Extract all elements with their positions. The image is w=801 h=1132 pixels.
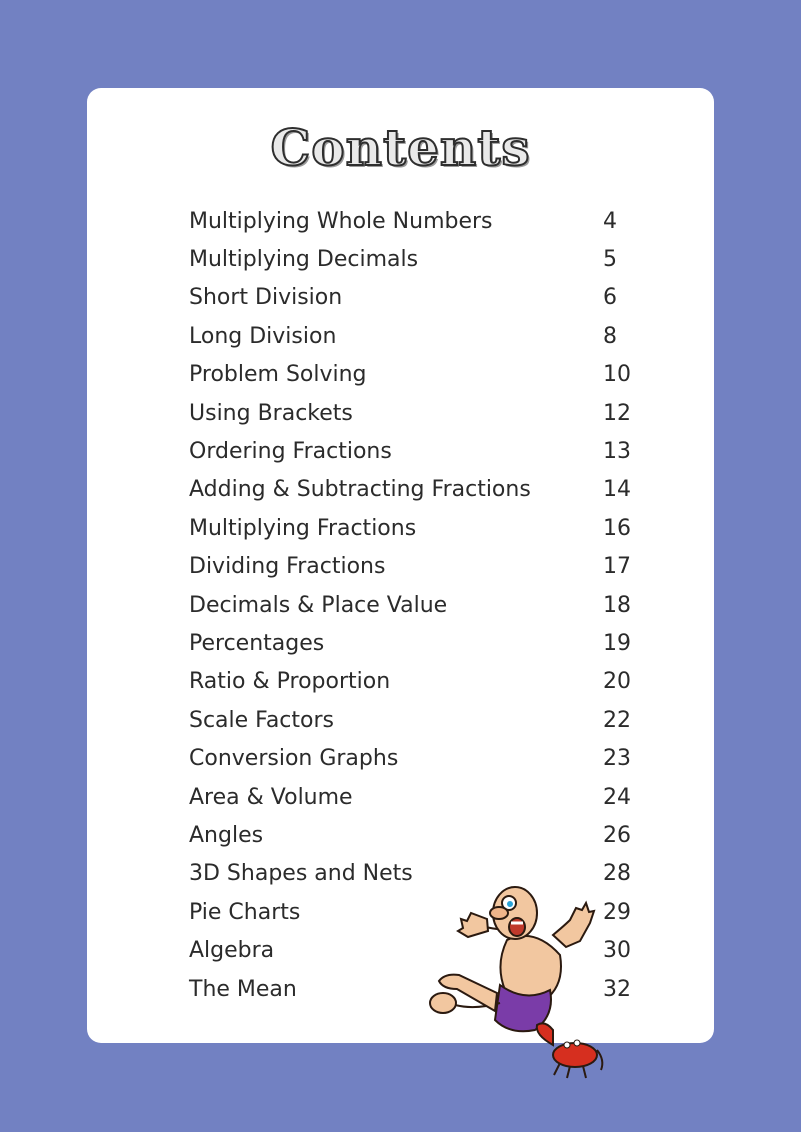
contents-item-page: 24 xyxy=(603,784,631,810)
contents-item-label: Scale Factors xyxy=(189,707,334,733)
contents-item-label: Using Brackets xyxy=(189,400,353,426)
contents-item-page: 19 xyxy=(603,630,631,656)
contents-item xyxy=(189,778,633,816)
cartoon-man-crab-illustration xyxy=(425,885,610,1080)
contents-item-page: 12 xyxy=(603,400,631,426)
contents-item-page: 23 xyxy=(603,746,631,772)
contents-item xyxy=(189,701,633,739)
contents-item-label: Ordering Fractions xyxy=(189,439,392,465)
contents-item-page: 17 xyxy=(603,554,631,580)
contents-item-label: Conversion Graphs xyxy=(189,746,399,772)
contents-item-page: 10 xyxy=(603,362,631,388)
contents-item-label: Dividing Fractions xyxy=(189,554,386,580)
contents-item-label: Decimals & Place Value xyxy=(189,592,448,618)
contents-item-page: 16 xyxy=(603,515,631,541)
contents-item-label: Percentages xyxy=(189,630,325,656)
contents-item xyxy=(189,663,633,701)
contents-item xyxy=(189,624,633,662)
contents-item-label: Algebra xyxy=(189,938,275,964)
contents-item-page: 20 xyxy=(603,669,631,695)
contents-item-page: 30 xyxy=(603,938,631,964)
contents-item-label: Multiplying Fractions xyxy=(189,515,417,541)
contents-item-page: 18 xyxy=(603,592,631,618)
contents-item xyxy=(189,202,633,240)
contents-item-label: Angles xyxy=(189,822,264,848)
contents-item-label: 3D Shapes and Nets xyxy=(189,861,413,887)
contents-item xyxy=(189,471,633,509)
contents-item-page: 32 xyxy=(603,976,631,1002)
contents-item-page: 29 xyxy=(603,899,631,925)
contents-item-page: 26 xyxy=(603,822,631,848)
contents-item-page: 14 xyxy=(603,477,631,503)
contents-item xyxy=(189,356,633,394)
contents-item-page: 4 xyxy=(603,208,617,234)
contents-item-label: Adding & Subtracting Fractions xyxy=(189,477,531,503)
contents-item xyxy=(189,240,633,278)
contents-item xyxy=(189,432,633,470)
contents-item xyxy=(189,586,633,624)
contents-item xyxy=(189,548,633,586)
contents-item-page: 13 xyxy=(603,439,631,465)
contents-item-page: 28 xyxy=(603,861,631,887)
contents-item xyxy=(189,279,633,317)
contents-item-label: Area & Volume xyxy=(189,784,353,810)
contents-item-label: Ratio & Proportion xyxy=(189,669,391,695)
contents-item-label: Short Division xyxy=(189,285,343,311)
contents-item xyxy=(189,816,633,854)
contents-item-label: Multiplying Decimals xyxy=(189,247,419,273)
contents-item-label: The Mean xyxy=(189,976,297,1002)
contents-item xyxy=(189,509,633,547)
contents-item xyxy=(189,317,633,355)
contents-item-label: Long Division xyxy=(189,323,337,349)
contents-item xyxy=(189,739,633,777)
contents-item-label: Multiplying Whole Numbers xyxy=(189,208,493,234)
contents-item-page: 22 xyxy=(603,707,631,733)
contents-item-label: Problem Solving xyxy=(189,362,367,388)
page-title: Contents xyxy=(270,118,531,177)
contents-item-page: 5 xyxy=(603,247,617,273)
contents-item xyxy=(189,394,633,432)
contents-item-page: 6 xyxy=(603,285,617,311)
contents-item-page: 8 xyxy=(603,323,617,349)
contents-item-label: Pie Charts xyxy=(189,899,301,925)
